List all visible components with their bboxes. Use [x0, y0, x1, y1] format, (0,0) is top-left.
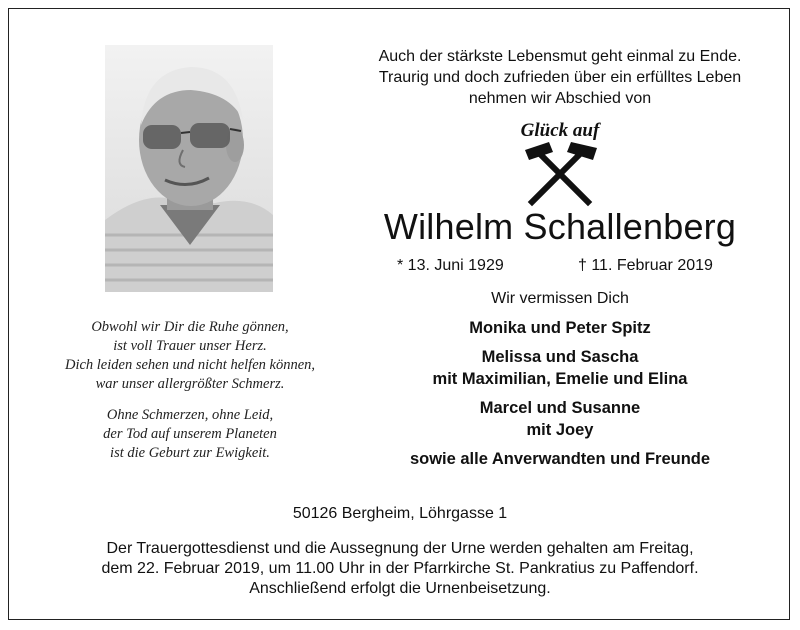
intro-line: Auch der stärkste Lebensmut geht einmal zu Ende. — [378, 48, 742, 65]
poem — [40, 318, 340, 475]
service-line: dem 22. Februar 2019, um 11.00 Uhr in der Pfarrkirche St. Pankratius zu Paffendorf. — [101, 560, 699, 577]
family-group — [360, 397, 760, 441]
intro-line: nehmen wir Abschied von — [468, 90, 652, 107]
miss-you-text: Wir vermissen Dich — [491, 290, 629, 307]
intro-line: Traurig und doch zufrieden über ein erfülltes Leben — [378, 69, 742, 86]
poem-stanza — [40, 318, 340, 394]
emblem-text: Glück auf — [520, 120, 600, 141]
intro-text — [355, 46, 765, 109]
hammer-and-pick-icon — [505, 112, 615, 208]
family-group — [360, 346, 760, 390]
family-group — [360, 317, 760, 339]
family-line: Melissa und Sascha — [481, 348, 639, 366]
poem-line: ist voll Trauer unser Herz. — [113, 338, 267, 354]
family-line: Monika und Peter Spitz — [469, 319, 651, 337]
poem-stanza — [40, 406, 340, 463]
service-line: Der Trauergottesdienst und die Aussegnung der Urne werden gehalten am Freitag, — [106, 540, 694, 557]
family-line: sowie alle Anverwandten und Freunde — [409, 450, 711, 468]
family-group — [360, 448, 760, 470]
death-date: † 11. Februar 2019 — [578, 257, 713, 274]
poem-line: Dich leiden sehen und nicht helfen können, — [64, 357, 316, 373]
deceased-name: Wilhelm Schallenberg — [383, 206, 737, 247]
birth-date: * 13. Juni 1929 — [397, 257, 504, 274]
family-line: Marcel und Susanne — [479, 399, 641, 417]
address: 50126 Bergheim, Löhrgasse 1 — [292, 505, 508, 522]
poem-line: Obwohl wir Dir die Ruhe gönnen, — [91, 319, 289, 335]
gluck-auf-emblem — [505, 112, 615, 208]
service-info — [0, 539, 800, 599]
family-list — [360, 317, 760, 477]
poem-line: war unser allergrößter Schmerz. — [95, 376, 285, 392]
poem-line: Ohne Schmerzen, ohne Leid, — [106, 407, 274, 423]
family-line: mit Joey — [526, 421, 594, 439]
portrait-photo — [105, 45, 273, 292]
poem-line: ist die Geburt zur Ewigkeit. — [110, 445, 270, 461]
family-line: mit Maximilian, Emelie und Elina — [432, 370, 688, 388]
service-line: Anschließend erfolgt die Urnenbeisetzung. — [249, 580, 551, 597]
poem-line: der Tod auf unserem Planeten — [103, 426, 277, 442]
